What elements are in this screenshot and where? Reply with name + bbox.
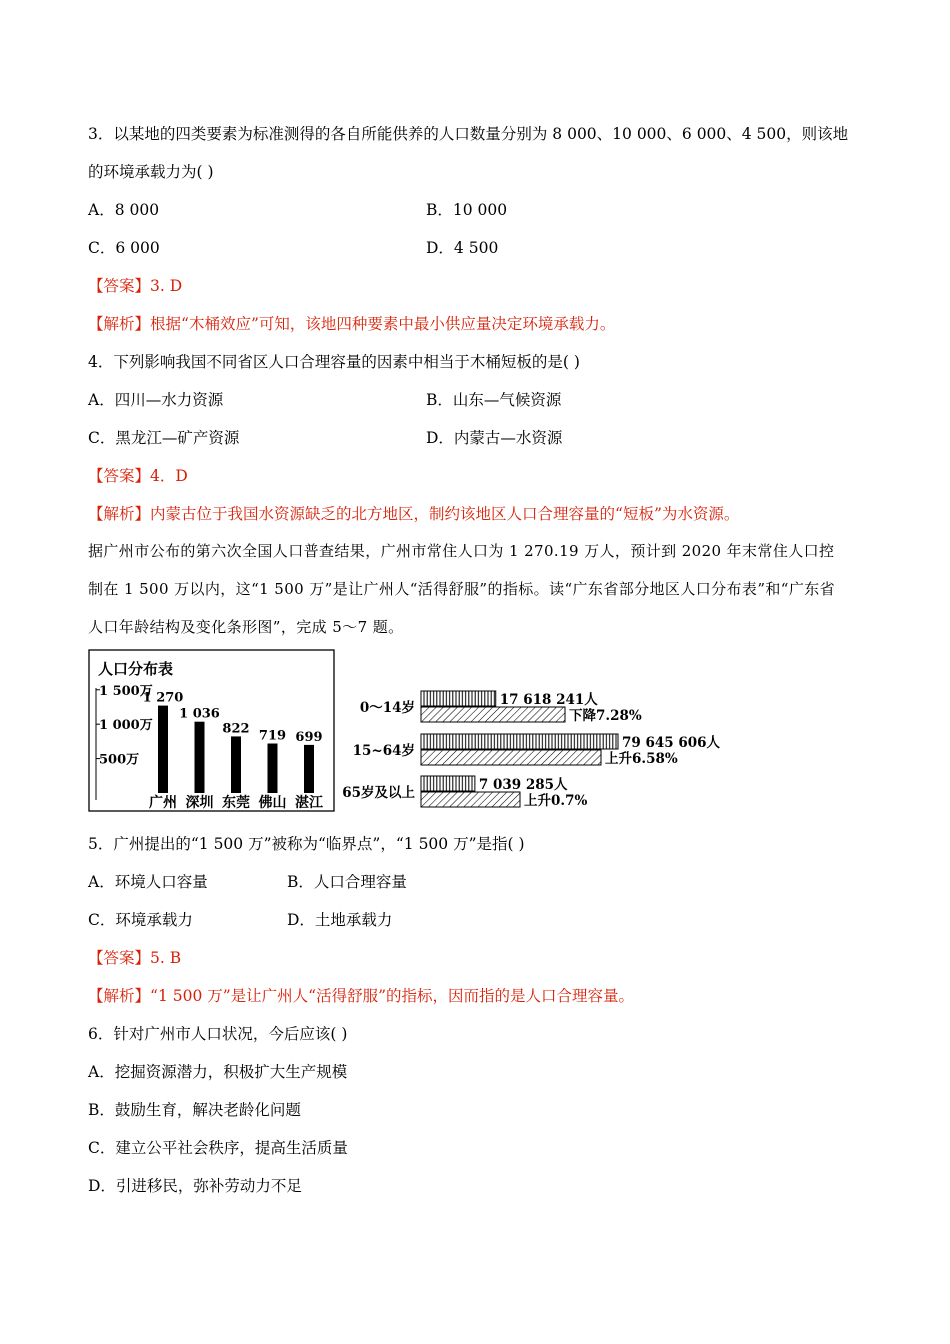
bar-东莞 xyxy=(231,736,241,793)
bar-value-label: 699 xyxy=(295,729,323,745)
category-label: 佛山 xyxy=(258,795,287,811)
age-structure-bars xyxy=(342,691,720,809)
ytick-label: 500万 xyxy=(99,752,140,768)
figure-charts xyxy=(0,648,950,818)
analysis-text: 根据“木桶效应”可知，该地四种要素中最小供应量决定环境承载力。 xyxy=(150,315,616,333)
analysis-label: 【解析】 xyxy=(88,987,151,1005)
answer-label: 【答案】 xyxy=(88,277,151,295)
q4-option-d: D．内蒙古—水资源 xyxy=(426,429,563,447)
population-bars xyxy=(96,684,324,811)
bar-value-label: 1 036 xyxy=(179,706,220,722)
category-label: 东莞 xyxy=(222,795,250,811)
analysis-label: 【解析】 xyxy=(88,315,151,333)
bar-深圳 xyxy=(195,722,205,793)
bar-value-label: 1 270 xyxy=(142,690,184,706)
bar-湛江 xyxy=(304,745,314,793)
q5-option-c: C．环境承载力 xyxy=(88,911,193,929)
q3-stem-line1: 3．以某地的四类要素为标准测得的各自所能供养的人口数量分别为 8 000、10 000、6 000、4 500，则该地 xyxy=(88,125,849,143)
count-bar xyxy=(421,734,618,749)
change-bar xyxy=(421,750,601,765)
count-bar xyxy=(421,691,496,706)
count-label: 7 039 285人 xyxy=(478,777,568,793)
category-label: 湛江 xyxy=(295,795,323,811)
passage-line2: 制在 1 500 万以内，这“1 500 万”是让广州人“活得舒服”的指标。读“广东省部分地区人口分布表”和“广东省 xyxy=(88,580,836,598)
bar-广州 xyxy=(158,706,168,793)
age-group-label: 15~64岁 xyxy=(352,743,415,759)
analysis-text: “1 500 万”是让广州人“活得舒服”的指标，因而指的是人口合理容量。 xyxy=(150,987,635,1005)
q3-option-d: D．4 500 xyxy=(426,239,499,257)
q5-answer xyxy=(88,946,181,968)
age-group-label: 0～14岁 xyxy=(359,700,415,716)
category-label: 深圳 xyxy=(185,795,214,811)
q5-option-b: B．人口合理容量 xyxy=(287,873,407,891)
q4-answer xyxy=(88,464,188,486)
passage-line1: 据广州市公布的第六次全国人口普查结果，广州市常住人口为 1 270.19 万人，预计到 2020 年末常住人口控 xyxy=(88,542,835,560)
analysis-text: 内蒙古位于我国水资源缺乏的北方地区，制约该地区人口合理容量的“短板”为水资源。 xyxy=(150,505,740,523)
answer-value: 5. B xyxy=(150,949,182,967)
q4-option-a: A．四川—水力资源 xyxy=(88,391,224,409)
q6-option-b: B．鼓励生育，解决老龄化问题 xyxy=(88,1101,301,1119)
q4-analysis xyxy=(88,502,739,524)
change-bar xyxy=(421,707,565,722)
passage-line3: 人口年龄结构及变化条形图”，完成 5～7 题。 xyxy=(88,618,404,636)
q3-option-b: B．10 000 xyxy=(426,201,508,219)
q3-option-a: A．8 000 xyxy=(88,201,160,219)
q5-option-a: A．环境人口容量 xyxy=(88,873,208,891)
change-label: 上升6.58% xyxy=(605,751,678,767)
q6-option-d: D．引进移民，弥补劳动力不足 xyxy=(88,1177,302,1195)
population-table-title: 人口分布表 xyxy=(98,660,174,678)
answer-value: 4．D xyxy=(150,467,188,485)
bar-佛山 xyxy=(268,744,278,793)
q6-option-a: A．挖掘资源潜力，积极扩大生产规模 xyxy=(88,1063,348,1081)
ytick-label: 1 000万 xyxy=(99,718,153,734)
ytick-label: 1 500万 xyxy=(99,683,153,699)
q5-stem: 5．广州提出的“1 500 万”被称为“临界点”，“1 500 万”是指( ) xyxy=(88,835,525,853)
answer-value: 3. D xyxy=(150,277,183,295)
q6-option-c: C．建立公平社会秩序，提高生活质量 xyxy=(88,1139,348,1157)
q3-answer xyxy=(88,274,182,296)
q4-option-b: B．山东—气候资源 xyxy=(426,391,562,409)
change-label: 上升0.7% xyxy=(524,793,588,809)
q3-option-c: C．6 000 xyxy=(88,239,160,257)
category-label: 广州 xyxy=(149,795,177,811)
change-label: 下降7.28% xyxy=(569,708,642,724)
bar-value-label: 822 xyxy=(222,721,250,737)
analysis-label: 【解析】 xyxy=(88,505,151,523)
count-label: 79 645 606人 xyxy=(622,735,721,751)
answer-label: 【答案】 xyxy=(88,949,151,967)
q6-stem: 6．针对广州市人口状况，今后应该( ) xyxy=(88,1025,348,1043)
q4-option-c: C．黑龙江—矿产资源 xyxy=(88,429,240,447)
q3-analysis xyxy=(88,312,615,334)
q5-option-d: D．土地承载力 xyxy=(287,911,393,929)
answer-label: 【答案】 xyxy=(88,467,151,485)
count-bar xyxy=(421,776,475,791)
q4-stem: 4．下列影响我国不同省区人口合理容量的因素中相当于木桶短板的是( ) xyxy=(88,353,580,371)
change-bar xyxy=(421,792,520,807)
q3-stem-line2: 的环境承载力为( ) xyxy=(88,163,214,181)
bar-value-label: 719 xyxy=(258,728,287,744)
q5-analysis xyxy=(88,984,634,1006)
count-label: 17 618 241人 xyxy=(499,692,598,708)
age-group-label: 65岁及以上 xyxy=(342,785,415,801)
